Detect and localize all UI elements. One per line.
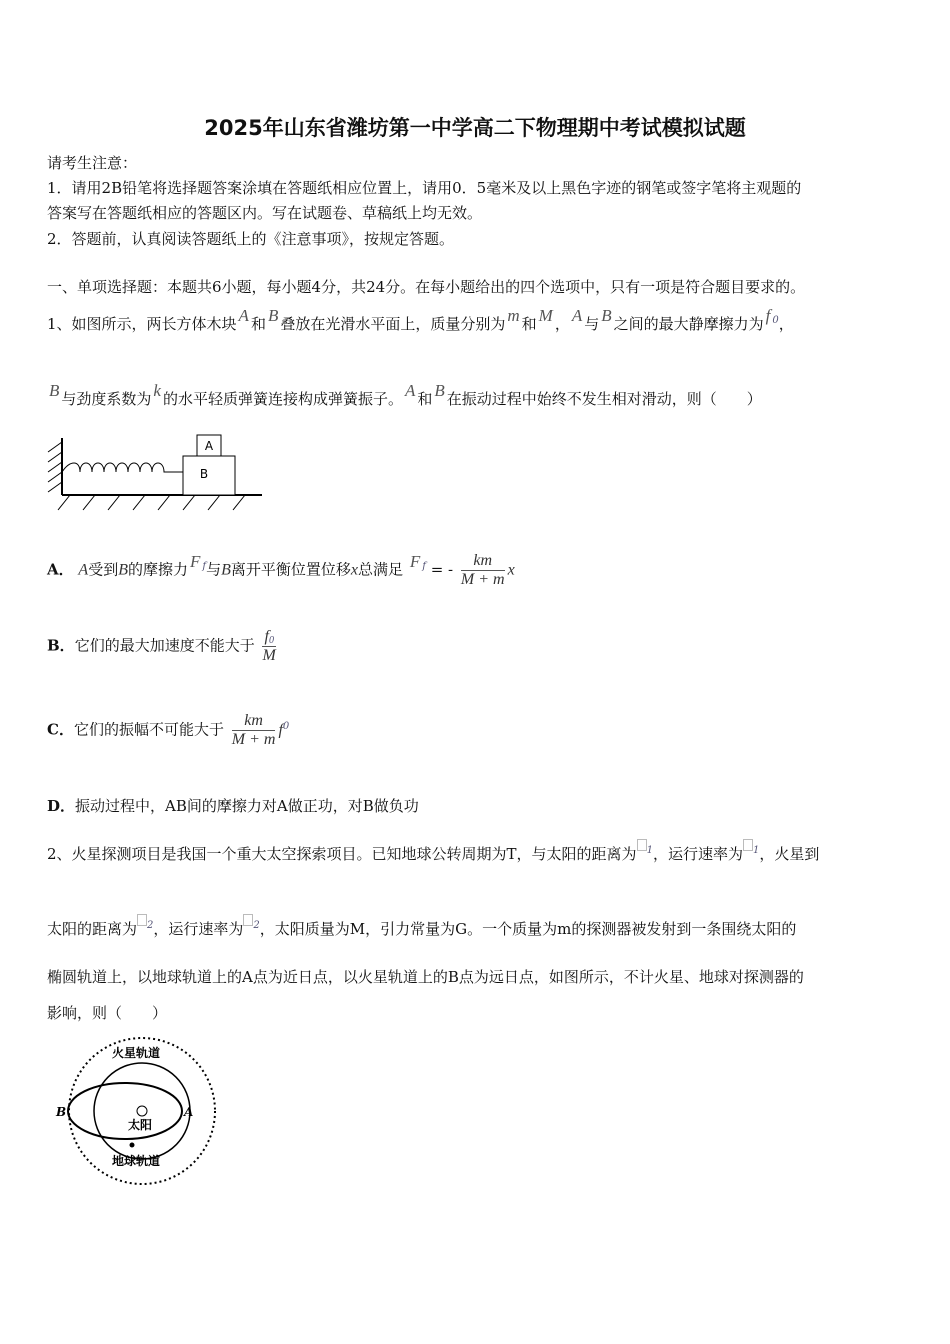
block-b (183, 456, 235, 495)
q2-line-3: 椭圆轨道上，以地球轨道上的A点为近日点，以火星轨道上的B点为远日点，如图所示，不计火星、地球对探测器的 (47, 968, 804, 986)
block-a-label: A (204, 439, 214, 453)
notice-item-1-cont: 答案写在答题纸相应的答题区内。写在试题卷、草稿纸上均无效。 (47, 204, 483, 222)
q2-line-2: 太阳的距离为 $^2$，运行速率为 $^2$，太阳质量为M，引力常量为G。一个质量为m的探测器被发射到一条围绕太阳的 (47, 918, 796, 939)
q2-line-1: 2、火星探测项目是我国一个重大太空探索项目。已知地球公转周期为T，与太阳的距离为 $^1$，运行速率为 $^1$，火星到 (47, 843, 819, 864)
notice-heading: 请考生注意： (47, 154, 138, 172)
sun-label: 太阳 (128, 1118, 153, 1132)
earth-orbit-label: 地球轨道 (112, 1154, 161, 1168)
mars-orbit-label: 火星轨道 (112, 1046, 161, 1060)
q1-option-d[interactable]: D．振动过程中，AB间的摩擦力对A做正功，对B做负功 (47, 797, 419, 815)
page-title: 2025年山东省潍坊第一中学高二下物理期中考试模拟试题 (204, 116, 746, 140)
section-heading: 一、单项选择题：本题共6小题，每小题4分，共24分。在每小题给出的四个选项中，只有一项是符合题目要求的。 (47, 278, 806, 296)
notice-item-2: 2．答题前，认真阅读答题纸上的《注意事项》，按规定答题。 (47, 230, 455, 248)
q1-option-a[interactable]: A． A受到B的摩擦力 F $^f$与B离开平衡位置位移x总满足 F $^f$ = - $\frac{km}{M + m}$ x (47, 551, 515, 588)
point-a-label: A (184, 1105, 194, 1119)
block-b-label: B (199, 467, 209, 481)
orbit-figure (52, 1032, 227, 1192)
q1-line-2: B 与劲度系数为 k 的水平轻质弹簧连接构成弹簧振子。 A 和 B 在振动过程中始终不发生相对滑动，则（ ） (49, 381, 762, 408)
q1-option-b[interactable]: B．它们的最大加速度不能大于 $\frac{f0}{M}$ (47, 628, 276, 664)
q1-line-1: 1、如图所示，两长方体木块 A 和 B 叠放在光滑水平面上，质量分别为 m 和 M ， A 与 B 之间的最大静摩擦力为 f $^0$， (47, 306, 794, 333)
transfer-orbit (68, 1083, 182, 1139)
point-b-label: B (56, 1105, 67, 1119)
spring-oscillator-figure (40, 430, 270, 515)
notice-item-1: 1．请用2B铅笔将选择题答案涂填在答题纸相应位置上，请用0．5毫米及以上黑色字迹的钢笔或签字笔将主观题的 (47, 179, 802, 197)
sun (137, 1106, 147, 1116)
q2-line-4: 影响，则（ ） (47, 1004, 168, 1022)
q1-option-c[interactable]: C．它们的振幅不可能大于 $\frac{km}{M + m}$ $f^0$ (47, 712, 290, 748)
